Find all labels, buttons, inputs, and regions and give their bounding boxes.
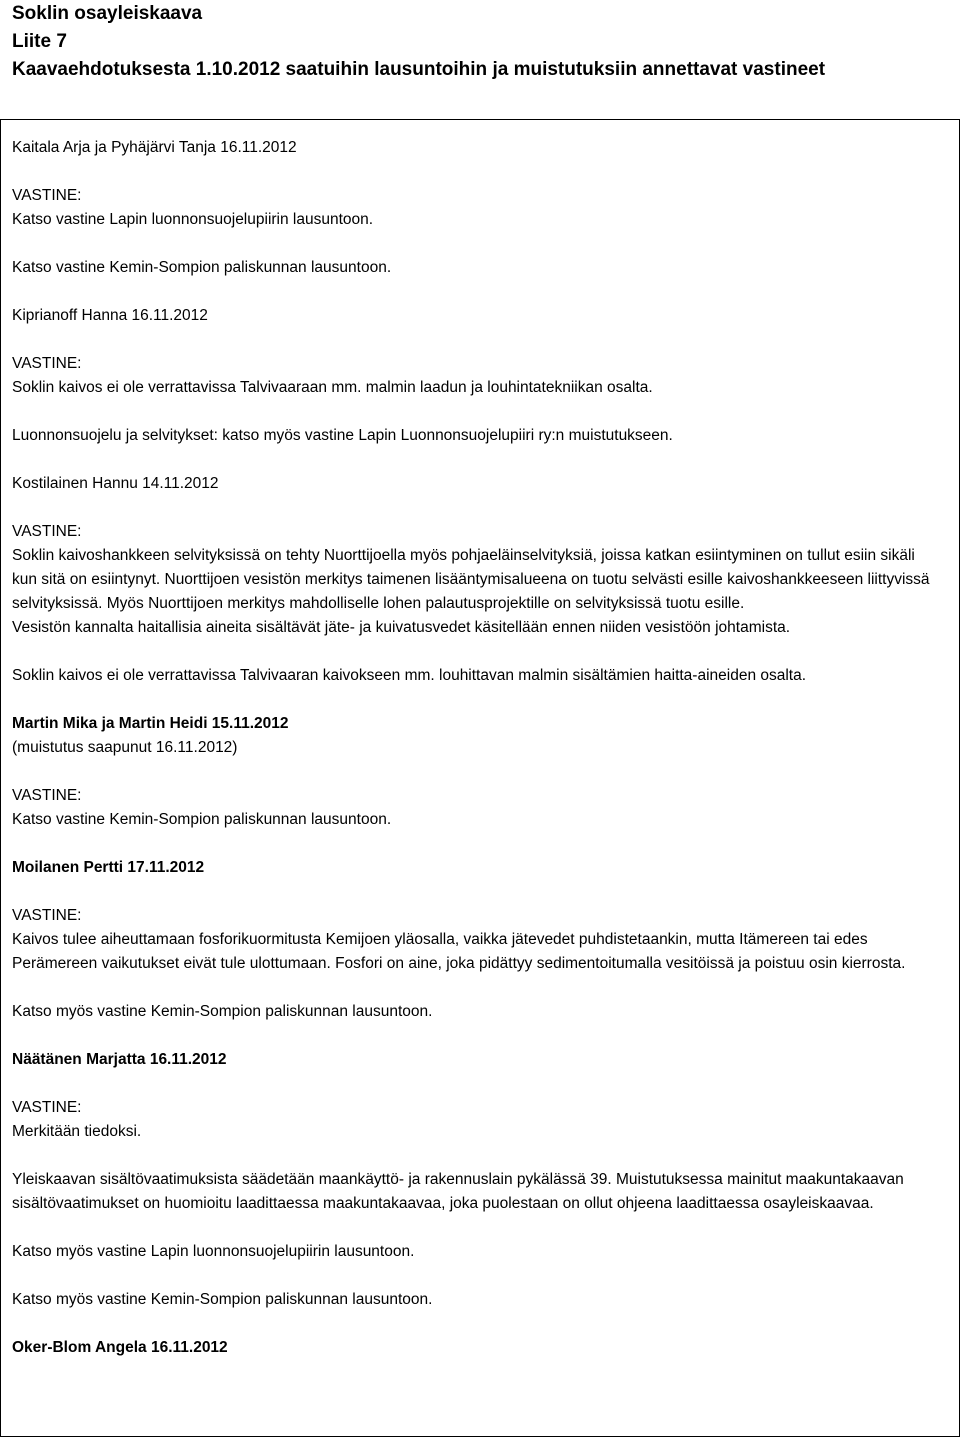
entry-name: Moilanen Pertti 17.11.2012 [12, 859, 205, 876]
entry-name: Kaitala Arja ja Pyhäjärvi Tanja 16.11.2012 [12, 139, 297, 156]
vastine-label: VASTINE: [12, 523, 82, 540]
entry-name: Kostilainen Hannu 14.11.2012 [12, 475, 219, 492]
response-paragraph: Vesistön kannalta haitallisia aineita sisältävät jäte- ja kuivatusvedet käsitellään ennen niiden vesistöön johtamista. [12, 619, 791, 636]
header-divider [0, 119, 960, 120]
vastine-label: VASTINE: [12, 355, 82, 372]
response-paragraph: Kaivos tulee aiheuttamaan fosforikuormitusta Kemijoen yläosalla, vaikka jätevedet puhdistetaankin, mutta Itämereen tai edes Perämereen vaikutukset eivät tule ulottumaan. Fosfori on aine, joka pidättyy sedimentoitumalla vesitöissä ja poistuu osin kierrosta. [12, 931, 906, 972]
entry-note: (muistutus saapunut 16.11.2012) [12, 739, 238, 756]
document-title: Soklin osayleiskaava [12, 3, 203, 24]
response-paragraph: Soklin kaivoshankkeen selvityksissä on tehty Nuorttijoella myös pohjaeläinselvityksiä, joissa katkan esiintyminen on tullut esiin sikäli kun sitä on esiintynyt. Nuorttijoen vesistön merkitys taimenen lisääntymisalueena on tuotu selvästi esille kaivoshankkeeseen liittyvissä selvityksissä. Myös Nuorttijoen merkitys mahdolliselle lohen palautusprojektille on selvityksissä tuotu esille. [12, 547, 930, 612]
response-paragraph: Yleiskaavan sisältövaatimuksista säädetään maankäyttö- ja rakennuslain pykälässä 39. Muistutuksessa mainitut maakuntakaavan sisältövaatimukset on huomioitu laadittaessa maakuntakaavaa, joka puolestaan on ollut ohjeena laadittaessa osayleiskaavaa. [12, 1171, 904, 1212]
document-subtitle: Kaavaehdotuksesta 1.10.2012 saatuihin lausuntoihin ja muistutuksiin annettavat vastineet [12, 59, 826, 80]
response-paragraph: Soklin kaivos ei ole verrattavissa Talvivaaran kaivokseen mm. louhittavan malmin sisältämien haitta-aineiden osalta. [12, 667, 807, 684]
vastine-label: VASTINE: [12, 1099, 82, 1116]
document-header [12, 0, 948, 84]
response-line: Katso vastine Lapin luonnonsuojelupiirin lausuntoon. [12, 211, 374, 228]
response-paragraph: Katso myös vastine Kemin-Sompion paliskunnan lausuntoon. [12, 1291, 433, 1308]
response-paragraph: Katso myös vastine Kemin-Sompion paliskunnan lausuntoon. [12, 1003, 433, 1020]
vastine-label: VASTINE: [12, 907, 82, 924]
entry-name: Näätänen Marjatta 16.11.2012 [12, 1051, 227, 1068]
document-body [12, 136, 942, 1360]
response-line: Katso vastine Kemin-Sompion paliskunnan lausuntoon. [12, 811, 392, 828]
vastine-label: VASTINE: [12, 787, 82, 804]
vastine-label: VASTINE: [12, 187, 82, 204]
response-paragraph: Katso myös vastine Lapin luonnonsuojelupiirin lausuntoon. [12, 1243, 415, 1260]
response-line: Merkitään tiedoksi. [12, 1123, 142, 1140]
appendix-label: Liite 7 [12, 31, 67, 52]
response-line: Soklin kaivos ei ole verrattavissa Talvivaaraan mm. malmin laadun ja louhintatekniikan osalta. [12, 379, 653, 396]
entry-name: Oker-Blom Angela 16.11.2012 [12, 1339, 228, 1356]
entry-name: Kiprianoff Hanna 16.11.2012 [12, 307, 208, 324]
response-line: Katso vastine Kemin-Sompion paliskunnan lausuntoon. [12, 259, 392, 276]
response-line: Luonnonsuojelu ja selvitykset: katso myös vastine Lapin Luonnonsuojelupiiri ry:n muistutukseen. [12, 427, 673, 444]
entry-name: Martin Mika ja Martin Heidi 15.11.2012 [12, 715, 289, 732]
